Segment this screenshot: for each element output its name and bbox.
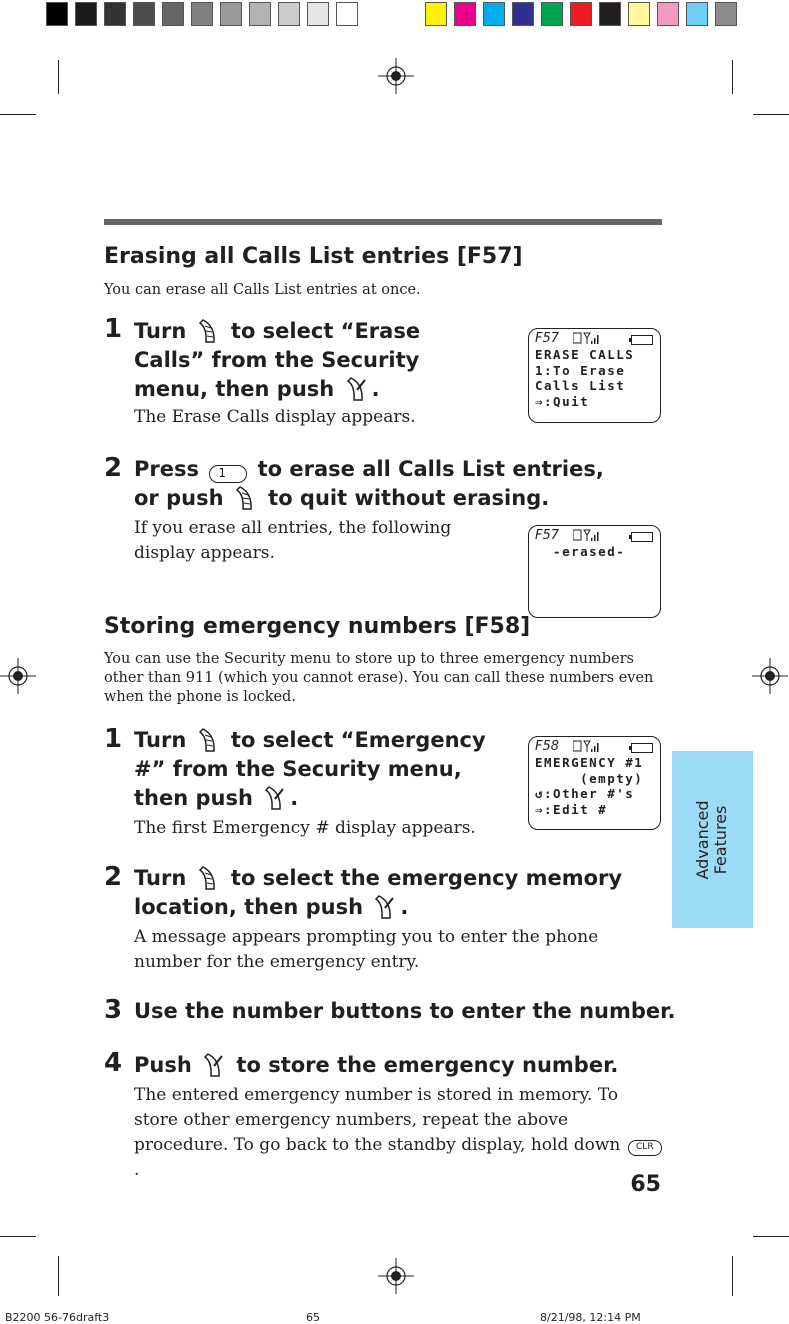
- color-swatch: [628, 2, 650, 26]
- color-swatch: [249, 2, 271, 26]
- jog-dial-icon: [234, 485, 258, 511]
- step-number: 1: [104, 314, 123, 344]
- step-instruction: Press 1 to erase all Calls List entries, or push to quit without erasing.: [134, 457, 604, 510]
- lcd-display-erased: F57 -erased-: [528, 525, 661, 618]
- step-number: 3: [104, 995, 123, 1025]
- color-swatch: [657, 2, 679, 26]
- section-intro: You can use the Security menu to store up to three emergency numbers other than 911 (which you cannot erase). You can call these numbers even when the phone is locked.: [104, 651, 654, 705]
- signal-icon: [573, 529, 599, 542]
- lcd-function-code: F57: [535, 331, 560, 346]
- step-description: The Erase Calls display appears.: [134, 407, 416, 427]
- lcd-function-code: F58: [535, 739, 560, 754]
- registration-mark-icon: [752, 658, 788, 694]
- step-instruction: Turn to select “Erase Calls” from the Security menu, then push .: [134, 319, 421, 401]
- battery-icon: [631, 335, 653, 345]
- side-tab-label: Advanced Features: [693, 800, 730, 880]
- section-rule: [104, 219, 662, 225]
- clr-key-icon: CLR: [628, 1140, 662, 1156]
- step-description: If you erase all entries, the following display appears.: [134, 518, 452, 563]
- color-swatch: [191, 2, 213, 26]
- section-title-erase: Erasing all Calls List entries [F57]: [104, 244, 523, 269]
- crop-mark: [0, 114, 36, 115]
- lcd-display-emergency: F58 EMERGENCY #1 (empty) ↺:Other #'s ⇒:Edit #: [528, 736, 661, 830]
- section-intro: You can erase all Calls List entries at once.: [104, 282, 421, 298]
- step-instruction: Use the number buttons to enter the number.: [134, 999, 676, 1023]
- color-swatch: [104, 2, 126, 26]
- step-number: 4: [104, 1048, 123, 1078]
- jog-dial-push-icon: [263, 785, 287, 811]
- step-instruction: Turn to select “Emergency #” from the Security menu, then push .: [134, 728, 486, 810]
- registration-mark-icon: [378, 1258, 414, 1294]
- battery-icon: [631, 532, 653, 542]
- crop-mark: [58, 1256, 59, 1296]
- crop-mark: [58, 60, 59, 94]
- section-title-emergency: Storing emergency numbers [F58]: [104, 614, 531, 639]
- key-1-button-icon: 1: [209, 465, 247, 483]
- registration-mark-icon: [0, 658, 36, 694]
- jog-dial-icon: [197, 318, 221, 344]
- step-description: A message appears prompting you to enter the phone number for the emergency entry.: [134, 927, 599, 972]
- color-swatch: [715, 2, 737, 26]
- step-instruction: Push to store the emergency number.: [134, 1053, 619, 1077]
- color-swatch: [483, 2, 505, 26]
- jog-dial-icon: [197, 865, 221, 891]
- jog-dial-push-icon: [373, 894, 397, 920]
- step-number: 2: [104, 453, 123, 483]
- color-swatch: [541, 2, 563, 26]
- step-instruction: Turn to select the emergency memory location, then push .: [134, 866, 623, 919]
- jog-dial-icon: [197, 727, 221, 753]
- step-number: 2: [104, 862, 123, 892]
- color-swatch: [133, 2, 155, 26]
- color-swatch: [307, 2, 329, 26]
- color-swatch: [162, 2, 184, 26]
- signal-icon: [573, 332, 599, 345]
- crop-mark: [732, 60, 733, 94]
- color-swatch: [336, 2, 358, 26]
- color-swatch: [599, 2, 621, 26]
- step-description: The first Emergency # display appears.: [134, 818, 476, 838]
- registration-mark-icon: [378, 58, 414, 94]
- color-swatch: [454, 2, 476, 26]
- footer-file: B2200 56-76draft3: [5, 1311, 110, 1324]
- crop-mark: [753, 114, 789, 115]
- color-swatch: [512, 2, 534, 26]
- step-description: The entered emergency number is stored in memory. To store other emergency numbers, repeat the above procedure. To go back to the standby display, hold down CLR.: [134, 1083, 664, 1183]
- color-swatch: [278, 2, 300, 26]
- color-swatch: [425, 2, 447, 26]
- color-swatch: [570, 2, 592, 26]
- crop-mark: [753, 1236, 789, 1237]
- signal-icon: [573, 740, 599, 753]
- color-swatch: [220, 2, 242, 26]
- crop-mark: [732, 1256, 733, 1296]
- crop-mark: [0, 1236, 36, 1237]
- footer-date: 8/21/98, 12:14 PM: [540, 1311, 641, 1324]
- color-swatch: [46, 2, 68, 26]
- jog-dial-push-icon: [345, 376, 369, 402]
- jog-dial-push-icon: [202, 1052, 226, 1078]
- color-swatch: [686, 2, 708, 26]
- battery-icon: [631, 743, 653, 753]
- step-number: 1: [104, 724, 123, 754]
- lcd-function-code: F57: [535, 528, 560, 543]
- color-swatch: [75, 2, 97, 26]
- footer-page: 65: [306, 1311, 320, 1324]
- lcd-display-erase-calls: F57 ERASE CALLS 1:To Erase Calls List ⇒:Quit: [528, 328, 661, 423]
- page-number: 65: [630, 1172, 661, 1197]
